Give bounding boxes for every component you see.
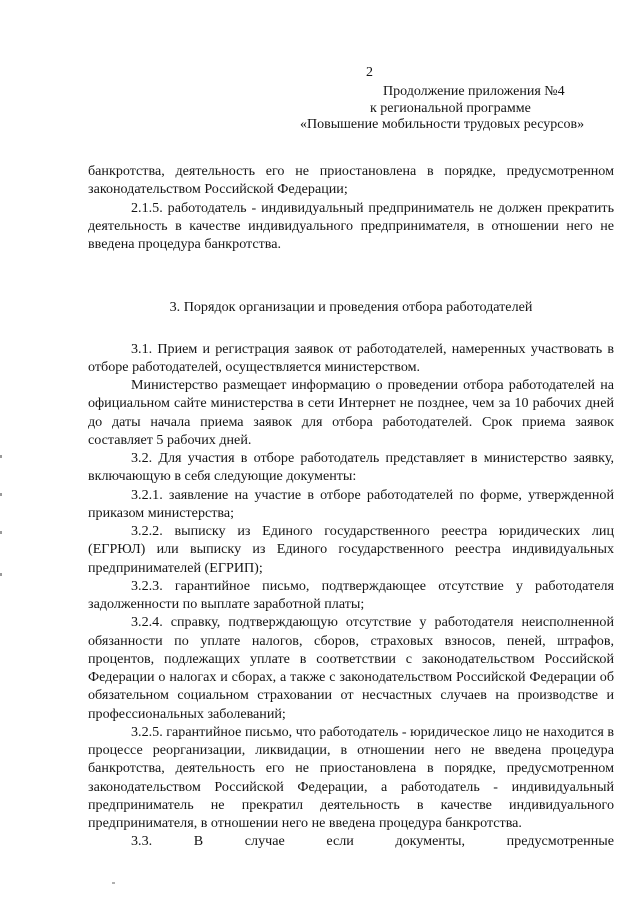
paragraph-2-1-5: 2.1.5. работодатель - индивидуальный предприниматель не должен прекратить деятельность в качестве индивидуального предпринимателя, в отношении него не введена процедура банкротства. bbox=[88, 199, 614, 252]
scan-mark bbox=[0, 573, 2, 576]
section-heading: 3. Порядок организации и проведения отбора работодателей bbox=[169, 299, 533, 316]
paragraph-3-2-2: 3.2.2. выписку из Единого государственного реестра юридических лиц (ЕГРЮЛ) или выписку из Единого государственного реестра индивидуальных предпринимателей (ЕГРИП); bbox=[88, 523, 614, 576]
page-number: 2 bbox=[366, 65, 373, 80]
spacer bbox=[88, 317, 614, 340]
document-body bbox=[88, 162, 614, 851]
appendix-header-line-3: «Повышение мобильности трудовых ресурсов» bbox=[300, 117, 585, 132]
paragraph-3-3: 3.3. В случае если документы, предусмотренные bbox=[131, 833, 614, 850]
appendix-header-line-2: к региональной программе bbox=[370, 100, 531, 116]
paragraph-3-2: 3.2. Для участия в отборе работодатель представляет в министерство заявку, включающую в себя следующие документы: bbox=[88, 450, 614, 485]
paragraph-continuation: банкротства, деятельность его не приостановлена в порядке, предусмотренном законодательством Российской Федерации; bbox=[88, 163, 614, 198]
paragraph-3-2-3: 3.2.3. гарантийное письмо, подтверждающее отсутствие у работодателя задолженности по выплате заработной платы; bbox=[88, 577, 614, 612]
scan-dot bbox=[112, 882, 115, 884]
spacer bbox=[88, 253, 614, 298]
paragraph-3-2-5: 3.2.5. гарантийное письмо, что работодатель - юридическое лицо не находится в процессе реорганизации, ликвидации, в отношении него не введена процедура банкротства, деятельность его не приостановлена в порядке, предусмотренном законодательством Российской Федерации, а работодатель - индивидуальный предприниматель не прекратил деятельность в качестве индивидуального предпринимателя, в отношении него не введена процедура банкротства. bbox=[88, 723, 614, 831]
appendix-header bbox=[300, 84, 618, 134]
scan-mark bbox=[0, 455, 2, 458]
paragraph-3-1: 3.1. Прием и регистрация заявок от работодателей, намеренных участвовать в отборе работодателей, осуществляется министерством. bbox=[88, 340, 614, 375]
paragraph-3-2-1: 3.2.1. заявление на участие в отборе работодателей по форме, утвержденной приказом министерства; bbox=[88, 486, 614, 521]
scan-margin-marks bbox=[0, 455, 3, 585]
scan-mark bbox=[0, 493, 2, 496]
paragraph-3-2-4: 3.2.4. справку, подтверждающую отсутствие у работодателя неисполненной обязанности по уплате налогов, сборов, страховых взносов, пеней, штрафов, процентов, подлежащих уплате в соответствии с законодательством Российской Федерации о налогах и сборах, а также с законодательством Российской Федерации об обязательном социальном страховании от несчастных случаев на производстве и профессиональных заболеваний; bbox=[88, 614, 614, 722]
paragraph-ministry-info: Министерство размещает информацию о проведении отбора работодателей на официальном сайте министерства в сети Интернет не позднее, чем за 10 рабочих дней до даты начала приема заявок для отбора работодателей. Срок приема заявок составляет 5 рабочих дней. bbox=[88, 377, 614, 448]
appendix-header-line-1: Продолжение приложения №4 bbox=[383, 84, 565, 99]
scan-mark bbox=[0, 531, 2, 534]
